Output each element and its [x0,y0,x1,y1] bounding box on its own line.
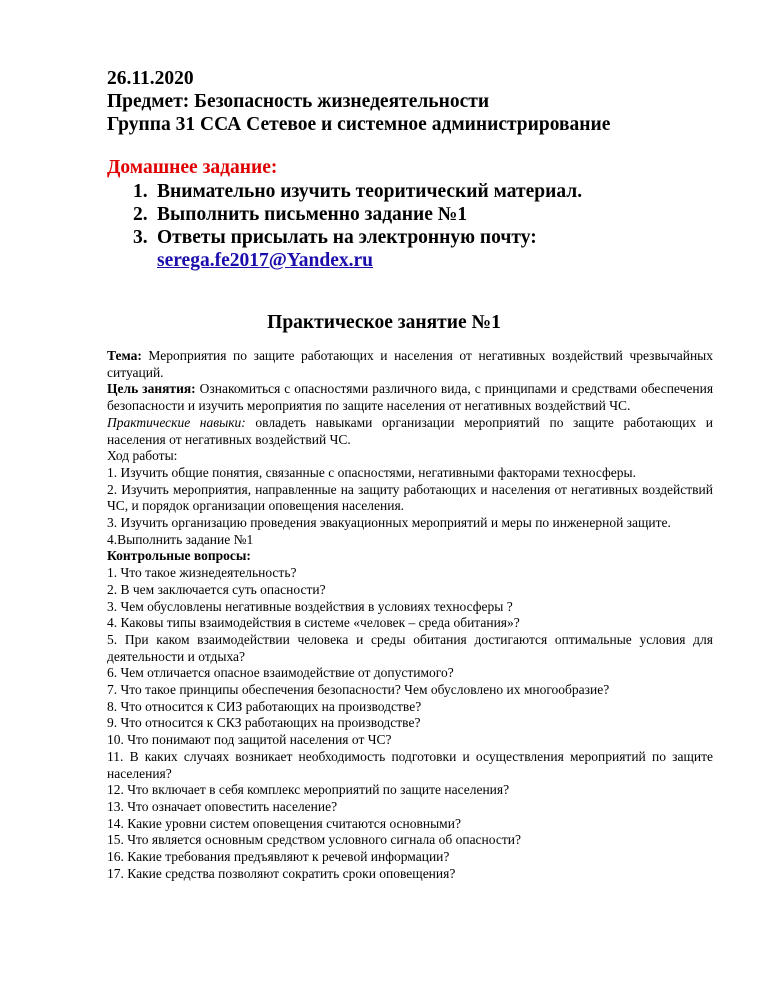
homework-item-text: Ответы присылать на электронную почту: [157,227,537,248]
question-item: 13. Что означает оповестить население? [107,798,338,814]
email-link[interactable]: serega.fe2017@Yandex.ru [157,250,374,271]
question-item: 10. Что понимают под защитой населения от ЧС? [107,732,392,748]
question-item: 12. Что включает в себя комплекс мероприятий по защите населения? [107,782,510,798]
goal-paragraph [107,381,713,414]
question-item: 2. В чем заключается суть опасности? [107,581,326,597]
header-subject: Предмет: Безопасность жизнедеятельности [107,91,490,112]
question-item: 11. В каких случаях возникает необходимость подготовки и осуществления мероприятий по защите населения? [107,748,713,781]
question-item: 3. Чем обусловлены негативные воздействия в условиях техносферы ? [107,598,513,614]
workflow-step: 4.Выполнить задание №1 [107,531,254,547]
homework-item-number: 1. [133,181,148,202]
goal-text: Ознакомиться с опасностями различного вида, с принципами и средствами обеспечения безопасности и изучить мероприятия по защите населения от негативных воздействий ЧС. [107,381,714,414]
skills-paragraph [107,415,713,448]
question-item: 1. Что такое жизнедеятельность? [107,565,297,581]
question-item: 16. Какие требования предъявляют к речевой информации? [107,849,450,865]
practical-title: Практическое занятие №1 [267,312,501,333]
header-date: 26.11.2020 [107,68,194,89]
homework-item [107,180,707,203]
homework-item [107,226,707,272]
homework-item-text: Выполнить письменно задание №1 [157,204,468,225]
homework-title: Домашнее задание: [107,157,278,178]
practical-body [107,348,713,883]
question-item: 5. При каком взаимодействии человека и среды обитания достигаются оптимальные условия для деятельности и отдыха? [107,631,713,664]
topic-text: Мероприятия по защите работающих и населения от негативных воздействий чрезвычайных ситуаций. [107,348,713,380]
question-item: 17. Какие средства позволяют сократить сроки оповещения? [107,865,456,881]
topic-label: Тема: [107,348,142,363]
homework-item-number: 3. [133,227,148,248]
question-item: 14. Какие уровни систем оповещения считаются основными? [107,815,461,831]
question-item: 15. Что является основным средством условного сигнала об опасности? [107,832,521,848]
workflow-step: 1. Изучить общие понятия, связанные с опасностями, негативными факторами техносферы. [107,464,636,480]
question-item: 6. Чем отличается опасное взаимодействие от допустимого? [107,665,454,681]
question-item: 7. Что такое принципы обеспечения безопасности? Чем обусловлено их многообразие? [107,682,610,698]
questions-title: Контрольные вопросы: [107,548,251,564]
skills-text: овладеть навыками организации мероприятий по защите работающих и населения от негативных воздействий ЧС. [107,414,714,447]
header-group: Группа 31 ССА Сетевое и системное администрирование [107,114,611,135]
homework-item-number: 2. [133,204,148,225]
homework-item [107,203,707,226]
question-item: 4. Каковы типы взаимодействия в системе «человек – среда обитания»? [107,615,520,631]
homework-item-text: Внимательно изучить теоритический материал. [157,181,583,202]
document-header [107,67,727,136]
topic-paragraph [107,348,713,381]
question-item: 8. Что относится к СИЗ работающих на производстве? [107,698,422,714]
skills-label: Практические навыки: [107,414,246,430]
workflow-title: Ход работы: [107,448,178,464]
workflow-step: 3. Изучить организацию проведения эвакуационных мероприятий и меры по инженерной защите. [107,515,671,531]
question-item: 9. Что относится к СКЗ работающих на производстве? [107,715,421,731]
workflow-step: 2. Изучить мероприятия, направленные на защиту работающих и населения от негативных воздействий ЧС, и порядок организации оповещения населения. [107,481,713,514]
homework-list [107,180,707,272]
goal-label: Цель занятия: [107,381,196,397]
